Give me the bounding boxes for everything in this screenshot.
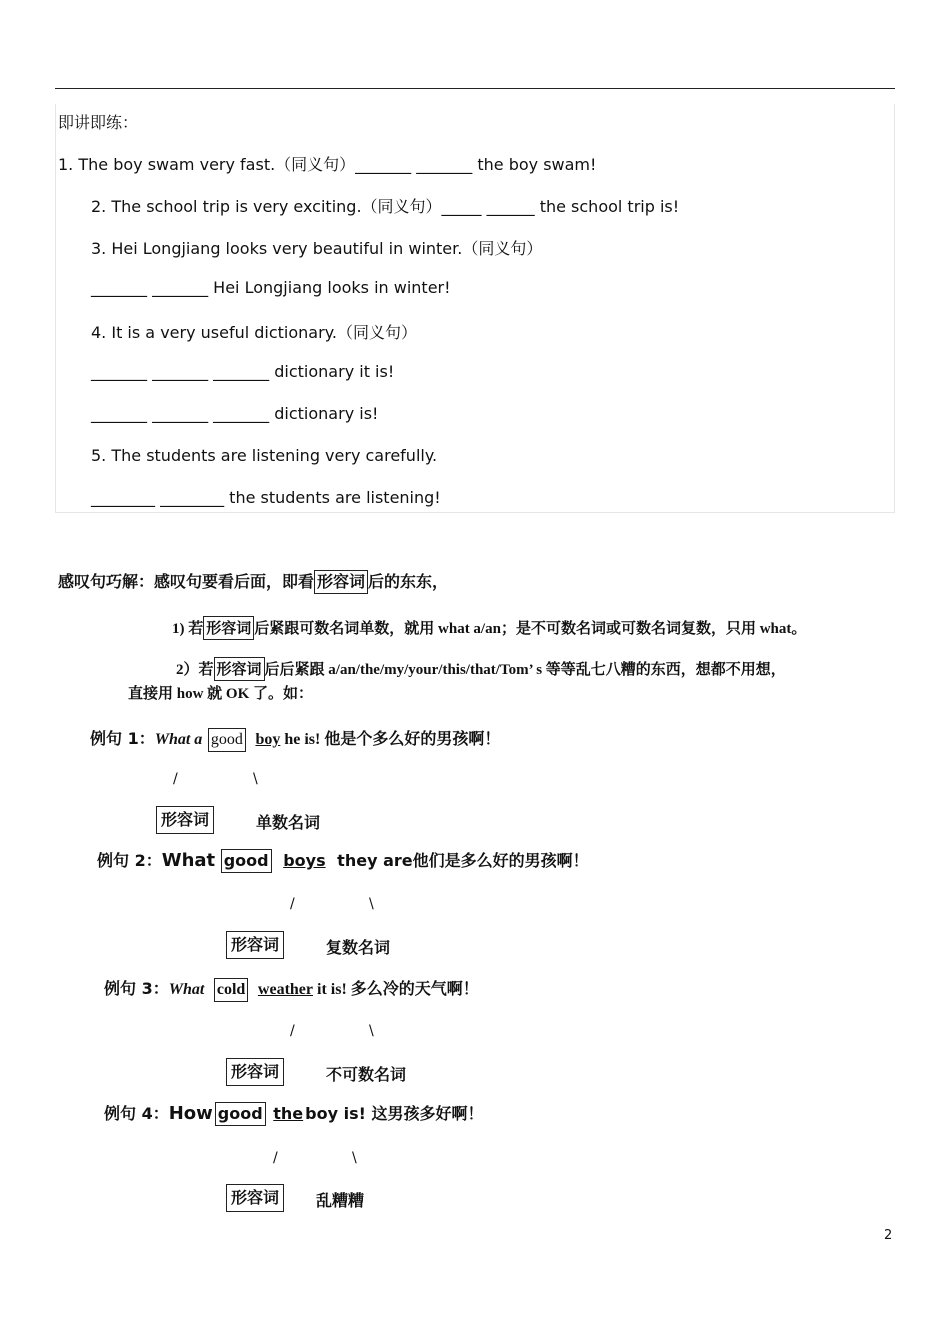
example-2-adj-tag: 形容词 [226, 931, 284, 959]
example-1-sentence: 例句 1：What a good boy he is! 他是个多么好的男孩啊！ [90, 726, 500, 752]
example-noun: weather [257, 981, 313, 998]
example-1-noun-tag: 单数名词 [256, 813, 321, 832]
example-3-noun-tag: 不可数名词 [326, 1065, 407, 1084]
exercise-line: 3. Hei Longjiang looks very beautiful in winter.（同义句） [91, 239, 543, 258]
example-1-slash: / [173, 771, 178, 787]
example-adjective: cold [214, 978, 248, 1002]
example-4-backslash: \ [352, 1150, 357, 1166]
example-2-sentence: 例句 2：What good boys they are他们是多么好的男孩啊！ [97, 850, 589, 871]
example-adjective: good [208, 728, 246, 752]
page-number: 2 [884, 1228, 893, 1243]
example-4-noun-tag: 乱糟糟 [316, 1191, 365, 1210]
exercise-line: 2. The school trip is very exciting.（同义句）_____ ______ the school trip is! [91, 197, 680, 216]
example-4-slash: / [273, 1150, 278, 1166]
example-4-adj-tag: 形容词 [226, 1184, 284, 1212]
example-2-backslash: \ [369, 896, 374, 912]
example-1-backslash: \ [253, 771, 258, 787]
adjective-box: 形容词 [203, 616, 254, 640]
exercise-line: 4. It is a very useful dictionary.（同义句） [91, 323, 417, 342]
example-4-sentence: 例句 4：How good the boy is! 这男孩多好啊！ [104, 1103, 484, 1124]
tip-rule-2-cont: 直接用 how 就 OK 了。如： [128, 686, 314, 702]
example-noun: the [273, 1104, 304, 1123]
example-3-slash: / [290, 1023, 295, 1039]
exercise-line: ________ ________ the students are listening! [91, 488, 441, 507]
example-3-adj-tag: 形容词 [226, 1058, 284, 1086]
tip-rule-1: 1) 若 形容词 后紧跟可数名词单数，就用 what a/an；是不可数名词或可数名词复数，只用 what。 [172, 616, 806, 640]
example-adjective: good [215, 1102, 266, 1126]
example-3-sentence: 例句 3：What cold weather it is! 多么冷的天气啊！ [104, 976, 479, 1002]
example-1-adj-tag: 形容词 [156, 806, 214, 834]
tip-title: 感叹句巧解：感叹句要看后面，即看 形容词 后的东东， [58, 569, 448, 594]
tip-rule-2: 2）若 形容词 后后紧跟 a/an/the/my/your/this/that/Tom’ s 等等乱七八糟的东西，想都不用想， [176, 657, 786, 681]
example-3-backslash: \ [369, 1023, 374, 1039]
exercise-line: 1. The boy swam very fast.（同义句）_______ _______ the boy swam! [58, 155, 597, 174]
example-noun: boys [283, 851, 326, 870]
adjective-box: 形容词 [214, 657, 265, 681]
example-noun: boy [255, 731, 281, 748]
adjective-box: 形容词 [314, 570, 368, 594]
example-2-noun-tag: 复数名词 [326, 938, 391, 957]
exercise-line: _______ _______ _______ dictionary is! [91, 404, 379, 423]
exercise-line: _______ _______ _______ dictionary it is! [91, 362, 395, 381]
exercise-line: 5. The students are listening very carefully. [91, 446, 438, 465]
example-2-slash: / [290, 896, 295, 912]
header-rule [55, 88, 895, 89]
exercise-heading: 即讲即练： [58, 113, 139, 132]
example-adjective: good [221, 849, 272, 873]
exercise-line: _______ _______ Hei Longjiang looks in winter! [91, 278, 451, 297]
